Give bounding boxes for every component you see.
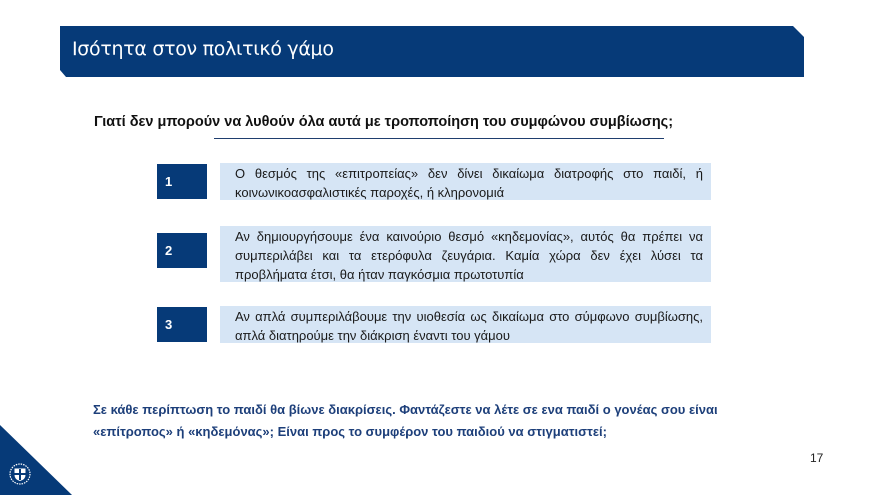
- page-number: 17: [810, 451, 824, 465]
- conclusion-line-1: Σε κάθε περίπτωση το παιδί θα βίωνε διακρίσεις. Φαντάζεστε να λέτε σε ενα παιδί ο γονέας σου είναι: [93, 402, 718, 417]
- conclusion-line-2: «επίτροπος» ή «κηδεμόνας»; Είναι προς το συμφέρον του παιδιού να στιγματιστεί;: [93, 424, 607, 439]
- question-underline: [214, 138, 664, 139]
- slide-question: Γιατί δεν μπορούν να λυθούν όλα αυτά με τροποποίηση του συμφώνου συμβίωσης;: [94, 114, 674, 130]
- item-text-2: Αν δημιουργήσουμε ένα καινούριο θεσμό «κηδεμονίας», αυτός θα πρέπει να συμπεριλάβει και τα ετερόφυλα ζευγάρια. Καμία χώρα δεν έχει λύσει τα προβλήματα έτσι, θα ήταν παγκόσμια πρωτοτυπία: [220, 226, 711, 282]
- item-number-1: 1: [157, 164, 207, 199]
- item-number-2: 2: [157, 233, 207, 268]
- greek-coat-of-arms-icon: [9, 463, 31, 485]
- item-number-3: 3: [157, 307, 207, 342]
- item-text-1: Ο θεσμός της «επιτροπείας» δεν δίνει δικαίωμα διατροφής στο παιδί, ή κοινωνικοασφαλιστικές παροχές, ή κληρονομιά: [220, 163, 711, 200]
- slide-title: Ισότητα στον πολιτικό γάμο: [72, 38, 334, 60]
- item-text-3: Αν απλά συμπεριλάβουμε την υιοθεσία ως δικαίωμα στο σύμφωνο συμβίωσης, απλά διατηρούμε την διάκριση έναντι του γάμου: [220, 306, 711, 343]
- conclusion-text: [93, 399, 813, 443]
